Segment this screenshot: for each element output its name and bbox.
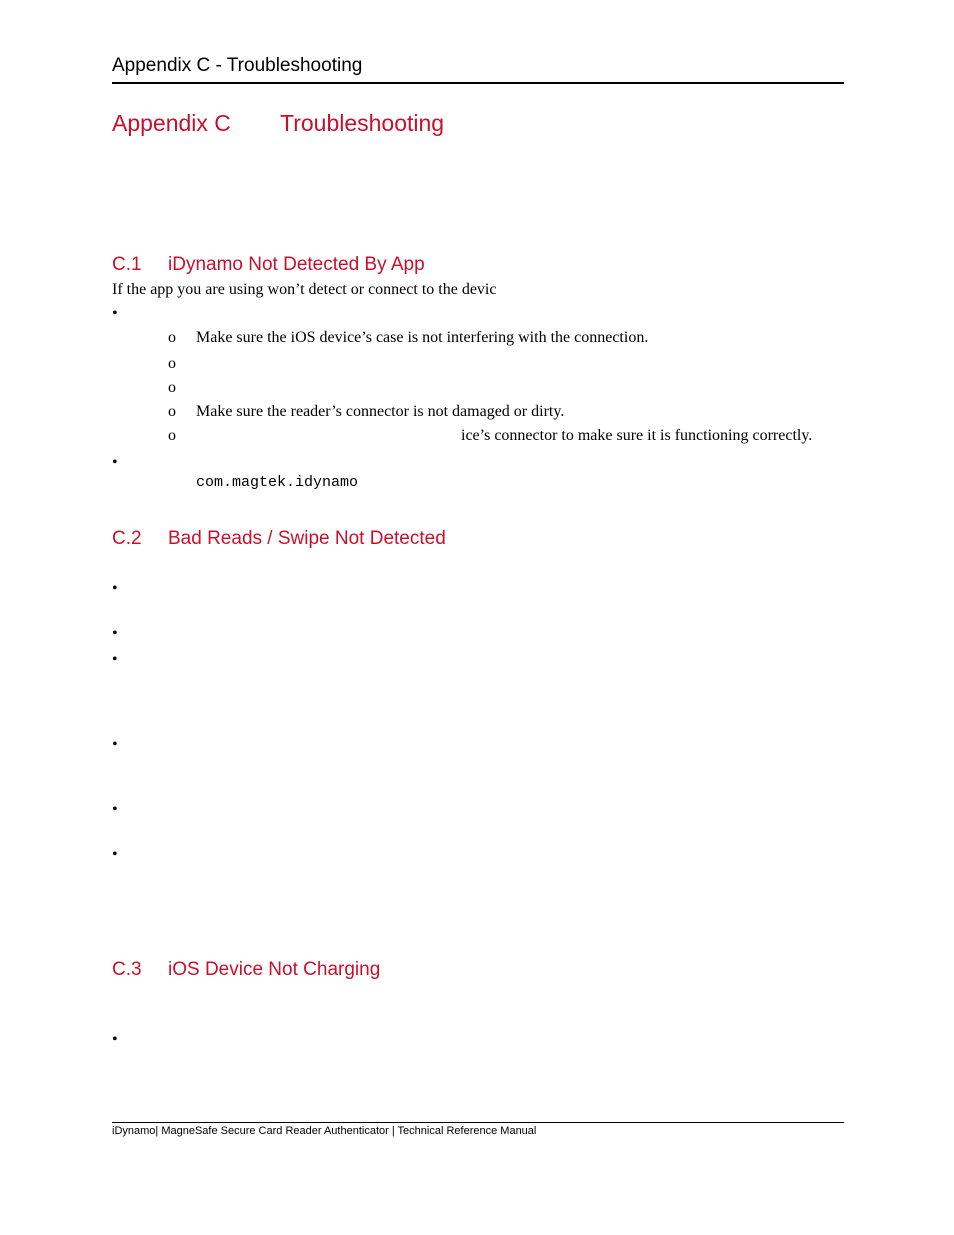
bullet: • [112, 625, 118, 642]
sub-item-case: Make sure the iOS device’s case is not interfering with the connection. [196, 329, 649, 346]
bullet: • [112, 1031, 118, 1048]
sub-item-device-connector: ice’s connector to make sure it is functioning correctly. [461, 427, 813, 444]
bullet: • [112, 846, 118, 863]
sub-bullet: o [168, 329, 176, 346]
sub-bullet: o [168, 427, 176, 444]
bullet: • [112, 580, 118, 597]
header-rule [112, 82, 844, 84]
bullet: • [112, 305, 118, 322]
protocol-string: com.magtek.idynamo [196, 474, 359, 491]
section-title-c1: iDynamo Not Detected By App [168, 254, 425, 275]
footer-rule [112, 1122, 844, 1123]
section-intro-c1: If the app you are using won’t detect or connect to the devic [112, 281, 497, 298]
running-header: Appendix C - Troubleshooting [112, 55, 363, 76]
bullet: • [112, 651, 118, 668]
section-title-c3: iOS Device Not Charging [168, 959, 381, 980]
appendix-title: Troubleshooting [280, 110, 445, 136]
bullet: • [112, 801, 118, 818]
appendix-label: Appendix C [112, 110, 231, 136]
section-title-c2: Bad Reads / Swipe Not Detected [168, 528, 446, 549]
page-footer: iDynamo| MagneSafe Secure Card Reader Authenticator | Technical Reference Manual [112, 1125, 537, 1137]
sub-bullet: o [168, 403, 176, 420]
bullet: • [112, 454, 118, 471]
section-number-c3: C.3 [112, 959, 142, 980]
bullet: • [112, 736, 118, 753]
sub-item-connector: Make sure the reader’s connector is not damaged or dirty. [196, 403, 565, 420]
sub-bullet: o [168, 379, 176, 396]
section-number-c2: C.2 [112, 528, 142, 549]
sub-bullet: o [168, 355, 176, 372]
section-number-c1: C.1 [112, 254, 142, 275]
